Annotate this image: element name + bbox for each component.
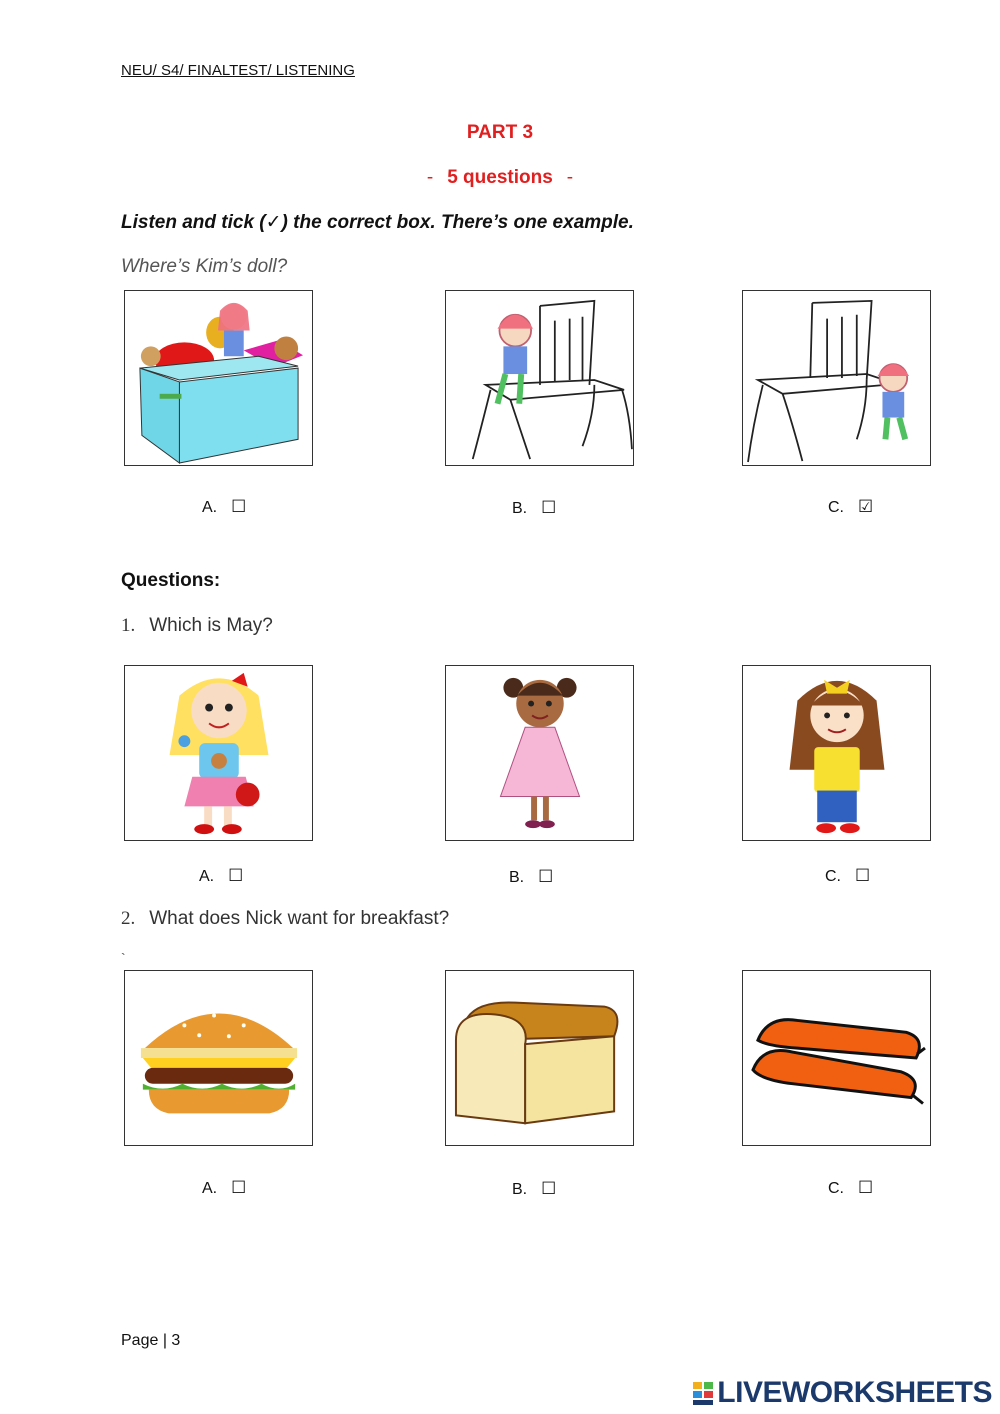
- picture-sausages: [742, 970, 931, 1146]
- picture-girl-brown-hair-yellow-shirt: [742, 665, 931, 841]
- checkbox[interactable]: ☐: [231, 497, 247, 517]
- page-footer: Page | 3: [121, 1332, 181, 1349]
- checkbox[interactable]: ☐: [231, 1178, 247, 1198]
- checkbox[interactable]: ☑: [858, 497, 874, 517]
- dash-left: -: [426, 167, 434, 188]
- example-option-a[interactable]: [202, 497, 246, 517]
- example-option-b[interactable]: [512, 498, 556, 518]
- option-letter: C.: [828, 1180, 844, 1197]
- option-letter: A.: [202, 1180, 218, 1197]
- q2-option-a[interactable]: [202, 1178, 246, 1198]
- instruction: Listen and tick (✓) the correct box. There’s one example.: [121, 212, 634, 233]
- logo-text: LIVEWORKSHEETS: [717, 1376, 992, 1409]
- q2-option-c[interactable]: [828, 1178, 873, 1198]
- question-text: What does Nick want for breakfast?: [149, 908, 450, 929]
- q2-option-b[interactable]: [512, 1179, 556, 1199]
- checkbox[interactable]: ☐: [541, 498, 557, 518]
- question-text: Which is May?: [149, 615, 273, 636]
- option-letter: B.: [509, 869, 525, 886]
- logo-mark-icon: [693, 1380, 715, 1406]
- picture-girl-pigtails-pink-dress: [445, 665, 634, 841]
- example-question: Where’s Kim’s doll?: [121, 256, 288, 277]
- option-letter: C.: [828, 499, 844, 516]
- question-number: 1.: [121, 615, 136, 636]
- checkbox[interactable]: ☐: [228, 866, 244, 886]
- q1-option-c[interactable]: [825, 866, 870, 886]
- checkbox[interactable]: ☐: [858, 1178, 874, 1198]
- option-letter: C.: [825, 868, 841, 885]
- part-title: PART 3: [466, 122, 534, 143]
- picture-blonde-girl-with-bag: [124, 665, 313, 841]
- q1-option-a[interactable]: [199, 866, 243, 886]
- page-header: NEU/ S4/ FINALTEST/ LISTENING: [121, 62, 355, 79]
- checkbox[interactable]: ☐: [538, 867, 554, 887]
- stray-mark: `: [121, 950, 126, 966]
- question-2: [121, 908, 449, 930]
- option-letter: A.: [199, 868, 215, 885]
- sub-title-text: 5 questions: [447, 167, 553, 188]
- question-1: [121, 615, 273, 637]
- sub-title: [0, 167, 1000, 189]
- picture-doll-beside-chair: [742, 290, 931, 466]
- picture-doll-in-toy-box: [124, 290, 313, 466]
- option-letter: A.: [202, 499, 218, 516]
- checkbox[interactable]: ☐: [541, 1179, 557, 1199]
- liveworksheets-logo: [693, 1376, 992, 1410]
- option-letter: B.: [512, 500, 528, 517]
- picture-hamburger: [124, 970, 313, 1146]
- question-number: 2.: [121, 908, 136, 929]
- example-option-c[interactable]: [828, 497, 873, 517]
- checkbox[interactable]: ☐: [855, 866, 871, 886]
- questions-heading: Questions:: [121, 570, 221, 591]
- picture-bread-loaf: [445, 970, 634, 1146]
- option-letter: B.: [512, 1181, 528, 1198]
- picture-doll-on-chair: [445, 290, 634, 466]
- dash-right: -: [566, 167, 574, 188]
- q1-option-b[interactable]: [509, 867, 553, 887]
